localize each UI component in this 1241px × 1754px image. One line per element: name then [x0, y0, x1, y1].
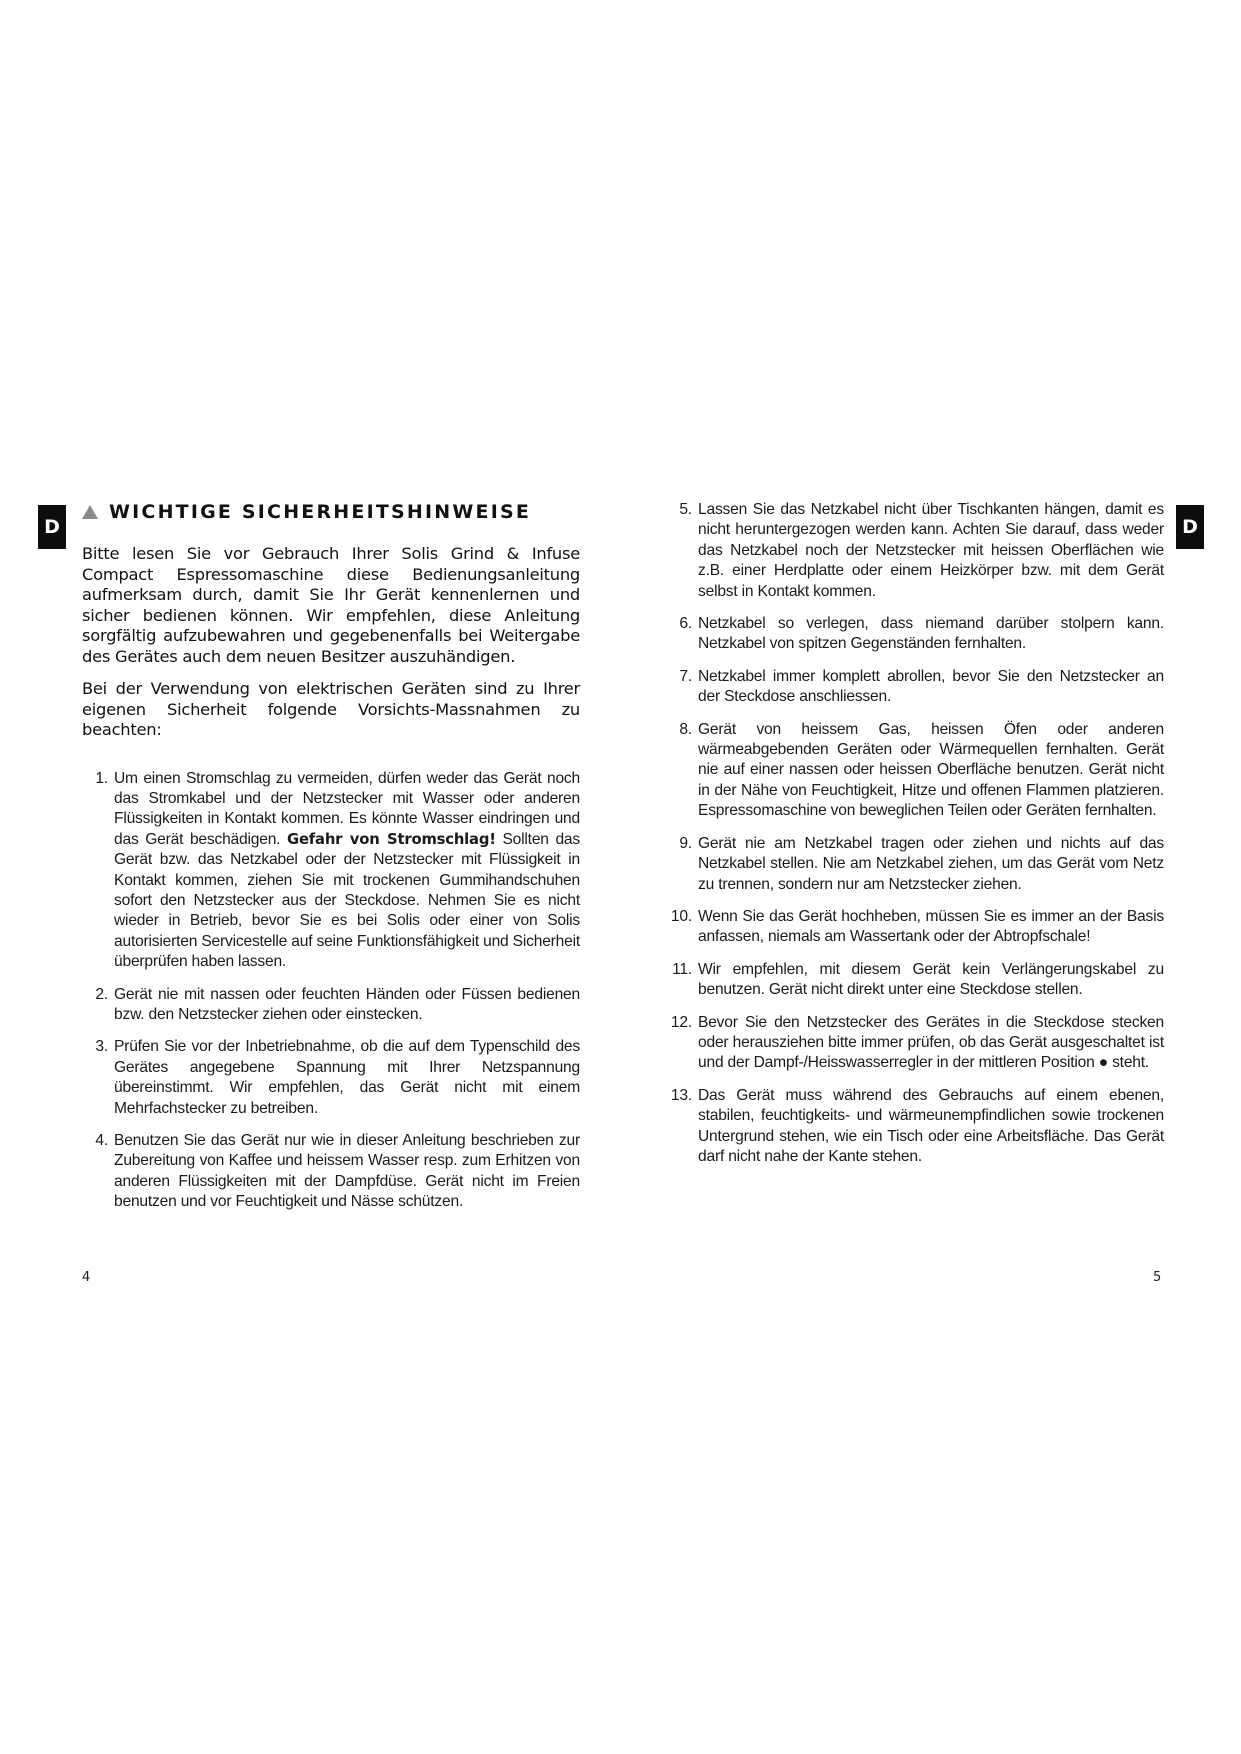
safety-rules-list-left: [82, 769, 580, 1213]
left-page-column: [82, 500, 580, 1225]
safety-rule-7: [666, 667, 1164, 708]
safety-rule-9: [666, 834, 1164, 895]
safety-rule-12: [666, 1013, 1164, 1074]
rule-text: Benutzen Sie das Gerät nur wie in dieser Anleitung beschrieben zur Zubereitung von Kaffee und heissem Wasser resp. zum Erhitzen von anderen Flüssigkeiten mit der Dampfdüse. Gerät nicht im Freien benutzen und vor Feuchtigkeit und Nässe schützen.: [114, 1132, 580, 1211]
safety-rule-8: [666, 720, 1164, 822]
safety-rule-10: [666, 907, 1164, 948]
rule-text: Gerät nie mit nassen oder feuchten Händen oder Füssen bedienen bzw. den Netzstecker ziehen oder einstecken.: [114, 985, 580, 1023]
safety-rule-6: [666, 614, 1164, 655]
rule-text-part: Um einen Stromschlag zu vermeiden, dürfen weder das Gerät noch das Stromkabel und der Netzstecker mit Wasser oder anderen Flüssigkeiten in Kontakt kommen. Es könnte Wasser eindringen und das Gerät beschädigen.: [114, 769, 580, 848]
rule-text: Wenn Sie das Gerät hochheben, müssen Sie es immer an der Basis anfassen, niemals am Wassertank oder der Abtropfschale!: [698, 907, 1164, 946]
rule-text: Lassen Sie das Netzkabel nicht über Tischkanten hängen, damit es nicht heruntergezogen werden kann. Achten Sie darauf, dass weder das Netzkabel noch der Netzstecker mit heissen Oberflächen wie z.B. einer Herdplatte oder einem Heizkörper bzw. mit dem Gerät selbst in Kontakt kommen.: [698, 501, 1164, 600]
rule-number: 12.: [670, 1013, 692, 1031]
rule-text: Netzkabel immer komplett abrollen, bevor Sie den Netzstecker an der Steckdose anschliessen.: [698, 667, 1164, 706]
safety-rule-11: [666, 960, 1164, 1001]
page-number-left: 4: [82, 1270, 91, 1285]
rule-text-part: Sollten das Gerät bzw. das Netzkabel oder der Netzstecker mit Flüssigkeit in Kontakt kommen, ziehen Sie mit trockenen Gummihandschuhen sofort den Netzstecker aus der Steckdose. Nehmen Sie es nicht wieder in Betrieb, bevor Sie es bei Solis oder einer von Solis autorisierten Servicestelle auf seine Funktionsfähigkeit und Sicherheit überprüfen haben lassen.: [114, 830, 581, 971]
rule-text: Gerät von heissem Gas, heissen Öfen oder anderen wärmeabgebenden Geräten oder Wärmequellen fernhalten. Gerät nie auf einer nassen oder heissen Oberfläche benutzen. Gerät nicht in der Nähe von Feuchtigkeit, Hitze und offenen Flammen platzieren. Espressomaschine von beweglichen Teilen oder Geräten fernhalten.: [698, 720, 1164, 820]
rule-number: 5.: [679, 501, 692, 518]
right-page-column: [666, 500, 1164, 1179]
rule-text: Prüfen Sie vor der Inbetriebnahme, ob die auf dem Typenschild des Gerätes angegebene Spannung mit Ihrer Netzspannung übereinstimmt. Wir empfehlen, das Gerät nicht mit einem Mehrfachstecker zu betreiben.: [114, 1038, 580, 1117]
safety-rule-5: [666, 500, 1164, 602]
warning-triangle-icon: [82, 505, 98, 519]
rule-number: 13.: [670, 1086, 692, 1104]
rule-number: 3.: [95, 1038, 108, 1056]
rule-text: Wir empfehlen, mit diesem Gerät kein Verlängerungskabel zu benutzen. Gerät nicht direkt unter eine Steckdose stellen.: [698, 960, 1164, 999]
safety-rule-1: [82, 769, 580, 973]
safety-rule-2: [82, 985, 580, 1026]
rule-number: 11.: [672, 960, 692, 978]
rule-number: 8.: [679, 720, 692, 738]
page-number-right: 5: [1153, 1270, 1162, 1285]
rule-number: 6.: [679, 615, 692, 633]
rule-number: 4.: [95, 1132, 108, 1149]
section-heading: [82, 500, 580, 524]
intro-paragraph-2: Bei der Verwendung von elektrischen Geräten sind zu Ihrer eigenen Sicherheit folgende Vorsichts-Massnahmen zu beachten:: [82, 679, 580, 739]
rule-number: 1.: [95, 769, 108, 787]
rule-warning-emphasis: Gefahr von Stromschlag!: [287, 830, 496, 848]
rule-text: [114, 770, 580, 971]
rule-number: 2.: [95, 985, 108, 1003]
language-tab-left: D: [38, 505, 66, 549]
rule-text: Netzkabel so verlegen, dass niemand darüber stolpern kann. Netzkabel von spitzen Gegenständen fernhalten.: [698, 615, 1164, 653]
page-spread: [0, 440, 1241, 1300]
rule-text: Das Gerät muss während des Gebrauchs auf einem ebenen, stabilen, feuchtigkeits- und wärmeunempfindlichen sowie trockenen Untergrund stehen, wie ein Tisch oder eine Arbeitsfläche. Das Gerät darf nicht nahe der Kante stehen.: [698, 1086, 1164, 1165]
rule-number: 9.: [679, 834, 692, 852]
rule-text: Gerät nie am Netzkabel tragen oder ziehen und nichts auf das Netzkabel stellen. Nie am Netzkabel ziehen, um das Gerät vom Netz zu trennen, sondern nur am Netzstecker ziehen.: [698, 834, 1164, 893]
rule-number: 7.: [679, 667, 692, 685]
section-heading-text: WICHTIGE SICHERHEITSHINWEISE: [109, 501, 532, 523]
intro-paragraph-1: Bitte lesen Sie vor Gebrauch Ihrer Solis Grind & Infuse Compact Espressomaschine diese Bedienungsanleitung aufmerksam durch, damit Sie Ihr Gerät kennenlernen und sicher bedienen können. Wir empfehlen, diese Anleitung sorgfältig aufzubewahren und gegebenenfalls bei Weitergabe des Gerätes auch dem neuen Besitzer auszuhändigen.: [82, 544, 580, 666]
safety-rules-list-right: [666, 500, 1164, 1167]
safety-rule-4: [82, 1131, 580, 1213]
rule-text: Bevor Sie den Netzstecker des Gerätes in die Steckdose stecken oder herausziehen bitte immer prüfen, ob das Gerät ausgeschaltet ist und der Dampf-/Heisswasserregler in der mittleren Position ● steht.: [698, 1013, 1164, 1072]
safety-rule-3: [82, 1037, 580, 1119]
safety-rule-13: [666, 1086, 1164, 1168]
rule-number: 10.: [670, 907, 692, 925]
language-tab-right: D: [1176, 505, 1204, 549]
